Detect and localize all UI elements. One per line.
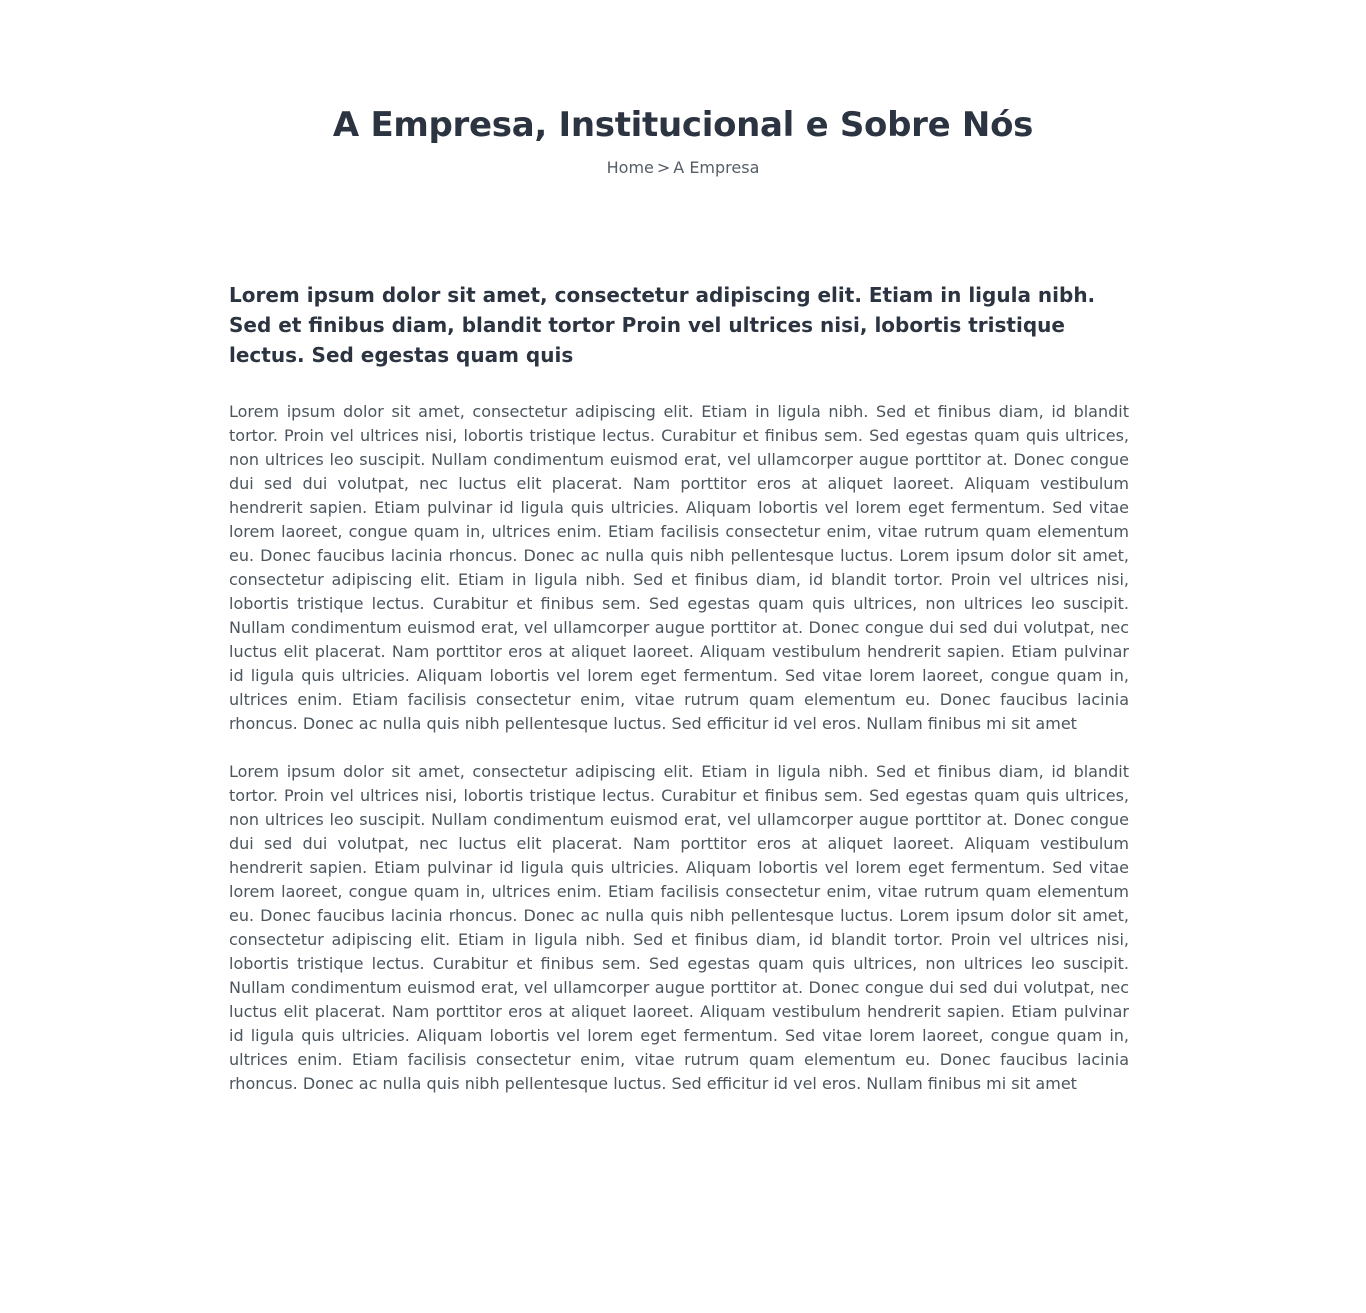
paragraph-container-1 [229, 400, 1129, 736]
body-paragraph-1: Lorem ipsum dolor sit amet, consectetur adipiscing elit. Etiam in ligula nibh. Sed et finibus diam, id blandit tortor. Proin vel ultrices nisi, lobortis tristique lectus. Curabitur et finibus sem. Sed egestas quam quis ultrices, non ultrices leo suscipit. Nullam condimentum euismod erat, vel ullamcorper augue porttitor at. Donec congue dui sed dui volutpat, nec luctus elit placerat. Nam porttitor eros at aliquet laoreet. Aliquam vestibulum hendrerit sapien. Etiam pulvinar id ligula quis ultricies. Aliquam lobortis vel lorem eget fermentum. Sed vitae lorem laoreet, congue quam in, ultrices enim. Etiam facilisis consectetur enim, vitae rutrum quam elementum eu. Donec faucibus lacinia rhoncus. Donec ac nulla quis nibh pellentesque luctus. Lorem ipsum dolor sit amet, consectetur adipiscing elit. Etiam in ligula nibh. Sed et finibus diam, id blandit tortor. Proin vel ultrices nisi, lobortis tristique lectus. Curabitur et finibus sem. Sed egestas quam quis ultrices, non ultrices leo suscipit. Nullam condimentum euismod erat, vel ullamcorper augue porttitor at. Donec congue dui sed dui volutpat, nec luctus elit placerat. Nam porttitor eros at aliquet laoreet. Aliquam vestibulum hendrerit sapien. Etiam pulvinar id ligula quis ultricies. Aliquam lobortis vel lorem eget fermentum. Sed vitae lorem laoreet, congue quam in, ultrices enim. Etiam facilisis consectetur enim, vitae rutrum quam elementum eu. Donec faucibus lacinia rhoncus. Donec ac nulla quis nibh pellentesque luctus. Sed efficitur id vel eros. Nullam finibus mi sit amet [229, 402, 1129, 733]
breadcrumb-current: A Empresa [673, 158, 760, 177]
paragraph-container-2 [229, 760, 1129, 1096]
body-paragraph-2: Lorem ipsum dolor sit amet, consectetur adipiscing elit. Etiam in ligula nibh. Sed et finibus diam, id blandit tortor. Proin vel ultrices nisi, lobortis tristique lectus. Curabitur et finibus sem. Sed egestas quam quis ultrices, non ultrices leo suscipit. Nullam condimentum euismod erat, vel ullamcorper augue porttitor at. Donec congue dui sed dui volutpat, nec luctus elit placerat. Nam porttitor eros at aliquet laoreet. Aliquam vestibulum hendrerit sapien. Etiam pulvinar id ligula quis ultricies. Aliquam lobortis vel lorem eget fermentum. Sed vitae lorem laoreet, congue quam in, ultrices enim. Etiam facilisis consectetur enim, vitae rutrum quam elementum eu. Donec faucibus lacinia rhoncus. Donec ac nulla quis nibh pellentesque luctus. Lorem ipsum dolor sit amet, consectetur adipiscing elit. Etiam in ligula nibh. Sed et finibus diam, id blandit tortor. Proin vel ultrices nisi, lobortis tristique lectus. Curabitur et finibus sem. Sed egestas quam quis ultrices, non ultrices leo suscipit. Nullam condimentum euismod erat, vel ullamcorper augue porttitor at. Donec congue dui sed dui volutpat, nec luctus elit placerat. Nam porttitor eros at aliquet laoreet. Aliquam vestibulum hendrerit sapien. Etiam pulvinar id ligula quis ultricies. Aliquam lobortis vel lorem eget fermentum. Sed vitae lorem laoreet, congue quam in, ultrices enim. Etiam facilisis consectetur enim, vitae rutrum quam elementum eu. Donec faucibus lacinia rhoncus. Donec ac nulla quis nibh pellentesque luctus. Sed efficitur id vel eros. Nullam finibus mi sit amet [229, 762, 1129, 1093]
main-content [229, 280, 1129, 1120]
breadcrumb [0, 156, 1366, 180]
breadcrumb-separator: > [656, 158, 671, 177]
breadcrumb-home-link[interactable]: Home [606, 158, 654, 177]
lead-container [229, 280, 1096, 372]
page-header [0, 100, 1366, 180]
lead-heading: Lorem ipsum dolor sit amet, consectetur adipiscing elit. Etiam in ligula nibh. Sed et finibus diam, blandit tortor Proin vel ultrices nisi, lobortis tristique lectus. Sed egestas quam quis [229, 283, 1096, 367]
page-title: A Empresa, Institucional e Sobre Nós [332, 105, 1034, 145]
